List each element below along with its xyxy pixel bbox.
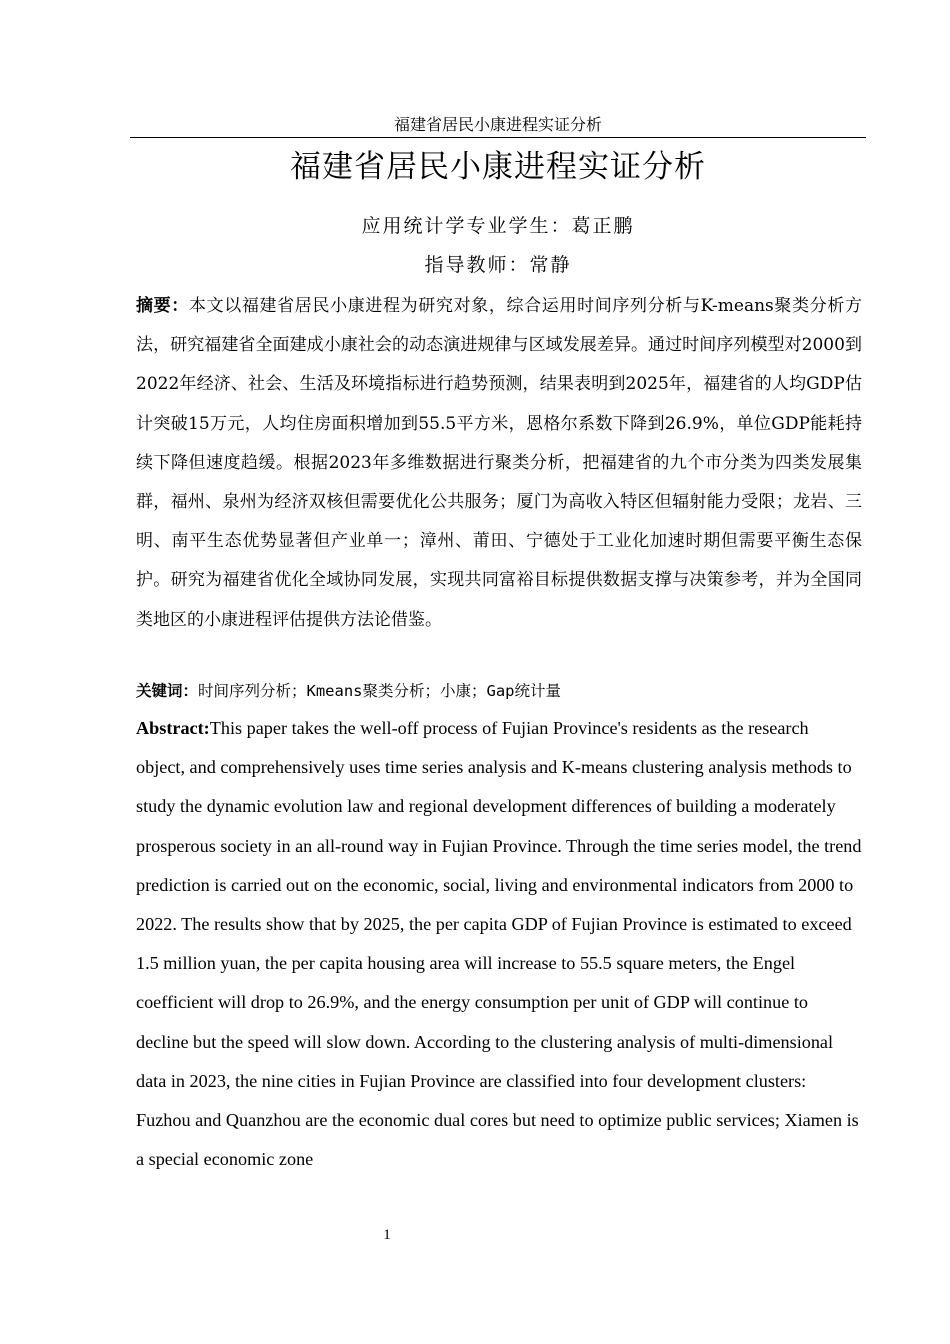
keywords-text: 时间序列分析；Kmeans聚类分析；小康；Gap统计量: [198, 682, 562, 700]
paper-title: 福建省居民小康进程实证分析: [290, 149, 706, 185]
abstract-chinese-label: 摘要：: [136, 296, 189, 316]
page-number: 1: [383, 1227, 391, 1243]
abstract-chinese: [136, 287, 862, 640]
abstract-english-text: This paper takes the well-off process of Fujian Province's residents as the research object, and comprehensively uses time series analysis and K-means clustering analysis methods to study the dynamic evolution law and regional development differences of building a moderately prosperous society in an all-round way in Fujian Province. Through the time series model, the trend prediction is carried out on the economic, social, living and environmental indicators from 2000 to 2022. The results show that by 2025, the per capita GDP of Fujian Province is estimated to exceed 1.5 million yuan, the per capita housing area will increase to 55.5 square meters, the Engel coefficient will drop to 26.9%, and the energy consumption per unit of GDP will continue to decline but the speed will slow down. According to the clustering analysis of multi-dimensional data in 2023, the nine cities in Fujian Province are classified into four development clusters: Fuzhou and Quanzhou are the economic dual cores but need to optimize public services; Xiamen is a special economic zone: [136, 718, 862, 1170]
advisor-line: 指导教师：常静: [424, 254, 572, 276]
abstract-english: [136, 709, 862, 1179]
keywords: [136, 677, 862, 705]
author-line: 应用统计学专业学生：葛正鹏: [361, 215, 635, 237]
header-rule: [130, 137, 866, 138]
abstract-english-label: Abstract:: [136, 718, 210, 738]
running-header: 福建省居民小康进程实证分析: [393, 115, 602, 134]
abstract-chinese-text: 本文以福建省居民小康进程为研究对象，综合运用时间序列分析与K-means聚类分析方法，研究福建省全面建成小康社会的动态演进规律与区域发展差异。通过时间序列模型对2000到2022年经济、社会、生活及环境指标进行趋势预测，结果表明到2025年，福建省的人均GDP估计突破15万元，人均住房面积增加到55.5平方米，恩格尔系数下降到26.9%，单位GDP能耗持续下降但速度趋缓。根据2023年多维数据进行聚类分析，把福建省的九个市分类为四类发展集群，福州、泉州为经济双核但需要优化公共服务；厦门为高收入特区但辐射能力受限；龙岩、三明、南平生态优势显著但产业单一；漳州、莆田、宁德处于工业化加速时期但需要平衡生态保护。研究为福建省优化全域协同发展，实现共同富裕目标提供数据支撑与决策参考，并为全国同类地区的小康进程评估提供方法论借鉴。: [136, 296, 862, 630]
keywords-label: 关键词：: [136, 681, 199, 700]
